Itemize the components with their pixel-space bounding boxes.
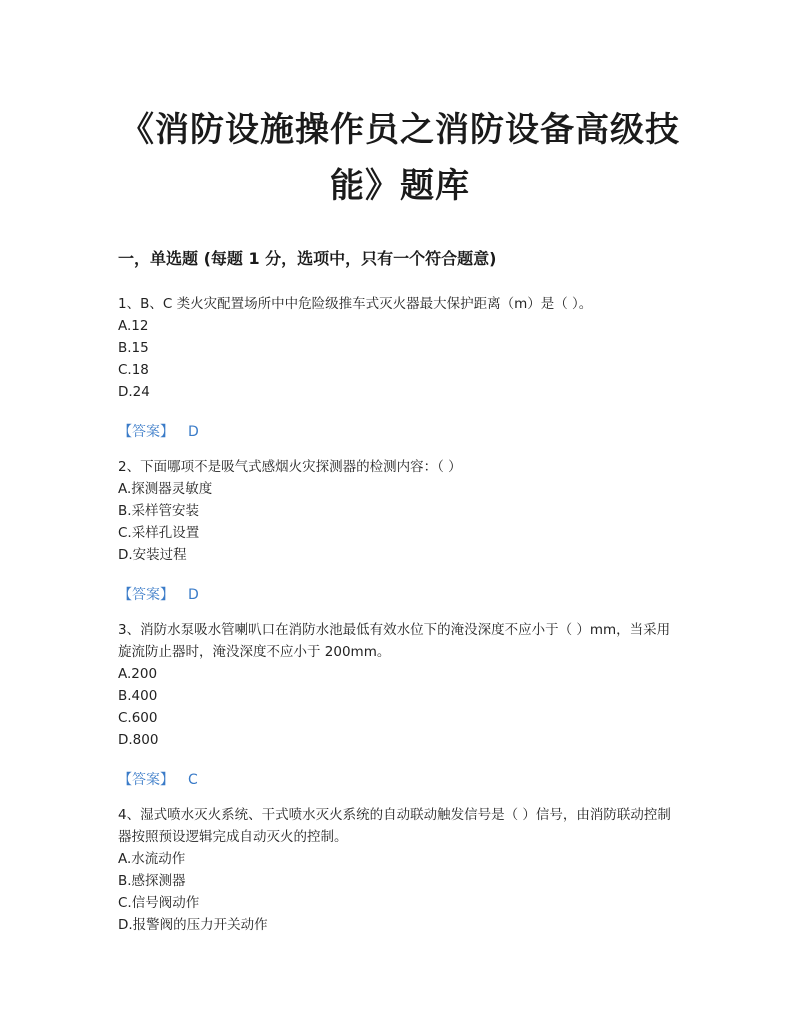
option-b: B.400 (118, 688, 158, 704)
option-c: C.采样孔设置 (118, 525, 200, 541)
question-4 (118, 804, 683, 936)
answer-value: D (188, 587, 199, 603)
option-a: A.200 (118, 666, 158, 682)
option-c: C.信号阀动作 (118, 895, 200, 911)
question-stem: 3、消防水泵吸水管喇叭口在消防水池最低有效水位下的淹没深度不应小于（ ）mm，当采用旋流防止器时，淹没深度不应小于 200mm。 (118, 622, 671, 660)
answer-value: D (188, 424, 199, 440)
answer-label: 【答案】 (118, 424, 174, 440)
option-c: C.18 (118, 362, 149, 378)
title-line-1: 《消防设施操作员之消防设备高级技 (120, 110, 680, 150)
answer-2 (118, 584, 199, 604)
option-b: B.15 (118, 340, 149, 356)
question-3 (118, 619, 683, 751)
question-stem: 2、下面哪项不是吸气式感烟火灾探测器的检测内容：（ ） (118, 459, 462, 475)
option-a: A.探测器灵敏度 (118, 481, 213, 497)
question-1 (118, 293, 683, 403)
document-title (110, 102, 690, 214)
option-d: D.24 (118, 384, 150, 400)
answer-label: 【答案】 (118, 772, 174, 788)
answer-value: C (188, 772, 198, 788)
answer-3 (118, 769, 198, 789)
option-c: C.600 (118, 710, 158, 726)
option-b: B.采样管安装 (118, 503, 200, 519)
section-heading: 一，单选题 (每题 1 分，选项中，只有一个符合题意) (118, 249, 497, 268)
answer-1 (118, 421, 199, 441)
option-b: B.感探测器 (118, 873, 186, 889)
option-d: D.800 (118, 732, 159, 748)
option-a: A.水流动作 (118, 851, 186, 867)
question-2 (118, 456, 683, 566)
option-a: A.12 (118, 318, 149, 334)
question-stem: 1、B、C 类火灾配置场所中中危险级推车式灭火器最大保护距离（m）是（ ）。 (118, 296, 593, 312)
answer-label: 【答案】 (118, 587, 174, 603)
question-stem: 4、湿式喷水灭火系统、干式喷水灭火系统的自动联动触发信号是（ ）信号，由消防联动控制器按照预设逻辑完成自动灭火的控制。 (118, 807, 671, 845)
title-line-2: 能》题库 (330, 166, 470, 206)
option-d: D.报警阀的压力开关动作 (118, 917, 268, 933)
option-d: D.安装过程 (118, 547, 187, 563)
